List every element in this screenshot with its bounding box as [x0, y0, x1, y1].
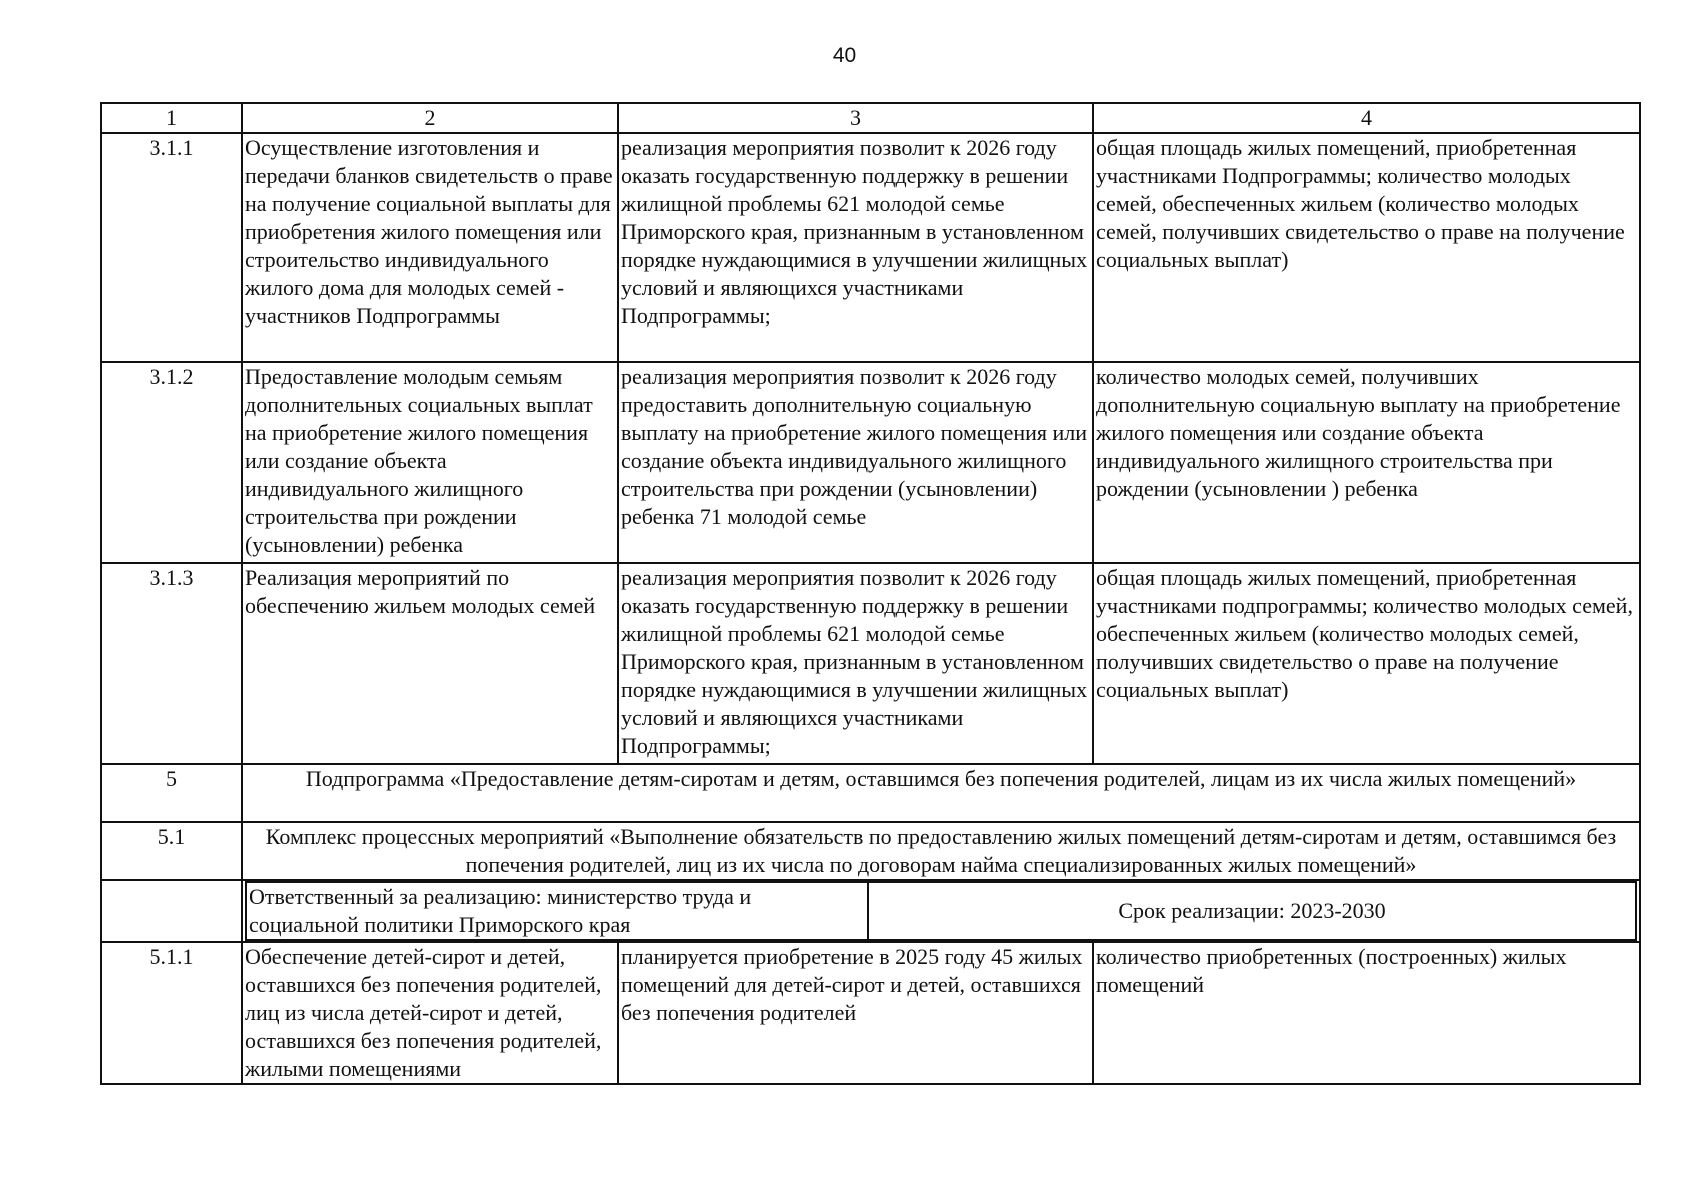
- header-row: [101, 103, 1640, 133]
- section-row: [101, 822, 1640, 880]
- table-row: [101, 362, 1640, 563]
- measure-result: планируется приобретение в 2025 году 45 жилых помещений для детей-сирот и детей, оставшихся без попечения родителей: [618, 942, 1093, 1084]
- responsible-term-cell: [242, 880, 1640, 942]
- measure-name: Осуществление изготовления и передачи бланков свидетельств о праве на получение социальной выплаты для приобретения жилого помещения или строительство индивидуального жилого дома для молодых семей - участников Подпрограммы: [242, 133, 618, 362]
- term-text: Срок реализации: 2023-2030: [868, 882, 1636, 940]
- measure-result: реализация мероприятия позволит к 2026 году оказать государственную поддержку в решении жилищной проблемы 621 молодой семье Приморского края, признанным в установленном порядке нуждающимися в улучшении жилищных условий и являющихся участниками Подпрограммы;: [618, 563, 1093, 764]
- responsible-row: [101, 880, 1640, 942]
- header-col-1: 1: [101, 103, 242, 133]
- empty-cell: [101, 880, 242, 942]
- table-row: [101, 942, 1640, 1084]
- measure-indicator: количество молодых семей, получивших дополнительную социальную выплату на приобретение жилого помещения или создание объекта индивидуального жилищного строительства при рождении (усыновлении ) ребенка: [1093, 362, 1640, 563]
- measure-result: реализация мероприятия позволит к 2026 году оказать государственную поддержку в решении жилищной проблемы 621 молодой семье Приморского края, признанным в установленном порядке нуждающимися в улучшении жилищных условий и являющихся участниками Подпрограммы;: [618, 133, 1093, 362]
- header-col-2: 2: [242, 103, 618, 133]
- subprogram-title: Подпрограмма «Предоставление детям-сиротам и детям, оставшимся без попечения родителей, лицам из их числа жилых помещений»: [242, 764, 1640, 822]
- row-number: 3.1.2: [101, 362, 242, 563]
- measure-indicator: количество приобретенных (построенных) жилых помещений: [1093, 942, 1640, 1084]
- section-row: [101, 764, 1640, 822]
- row-number: 3.1.3: [101, 563, 242, 764]
- section-number: 5.1: [101, 822, 242, 880]
- row-number: 3.1.1: [101, 133, 242, 362]
- measure-indicator: общая площадь жилых помещений, приобретенная участниками Подпрограммы; количество молодых семей, обеспеченных жильем (количество молодых семей, получивших свидетельство о праве на получение социальных выплат): [1093, 133, 1640, 362]
- row-number: 5.1.1: [101, 942, 242, 1084]
- table-row: [101, 133, 1640, 362]
- complex-title: Комплекс процессных мероприятий «Выполнение обязательств по предоставлению жилых помещений детям-сиротам и детям, оставшимся без попечения родителей, лиц из их числа по договорам найма специализированных жилых помещений»: [242, 822, 1640, 880]
- header-col-4: 4: [1093, 103, 1640, 133]
- measures-table: [100, 102, 1641, 1085]
- measure-result: реализация мероприятия позволит к 2026 году предоставить дополнительную социальную выплату на приобретение жилого помещения или создание объекта индивидуального жилищного строительства при рождении (усыновлении) ребенка 71 молодой семье: [618, 362, 1093, 563]
- measure-name: Реализация мероприятий по обеспечению жильем молодых семей: [242, 563, 618, 764]
- header-col-3: 3: [618, 103, 1093, 133]
- responsible-text: Ответственный за реализацию: министерство труда и социальной политики Приморского края: [246, 882, 868, 940]
- section-number: 5: [101, 764, 242, 822]
- table-row: [101, 563, 1640, 764]
- page-number: 40: [832, 44, 857, 67]
- responsible-term-table: [245, 881, 1637, 941]
- measure-name: Предоставление молодым семьям дополнительных социальных выплат на приобретение жилого помещения или создание объекта индивидуального жилищного строительства при рождении (усыновлении) ребенка: [242, 362, 618, 563]
- measure-name: Обеспечение детей-сирот и детей, оставшихся без попечения родителей, лиц из числа детей-сирот и детей, оставшихся без попечения родителей, жилыми помещениями: [242, 942, 618, 1084]
- measure-indicator: общая площадь жилых помещений, приобретенная участниками подпрограммы; количество молодых семей, обеспеченных жильем (количество молодых семей, получивших свидетельство о праве на получение социальных выплат): [1093, 563, 1640, 764]
